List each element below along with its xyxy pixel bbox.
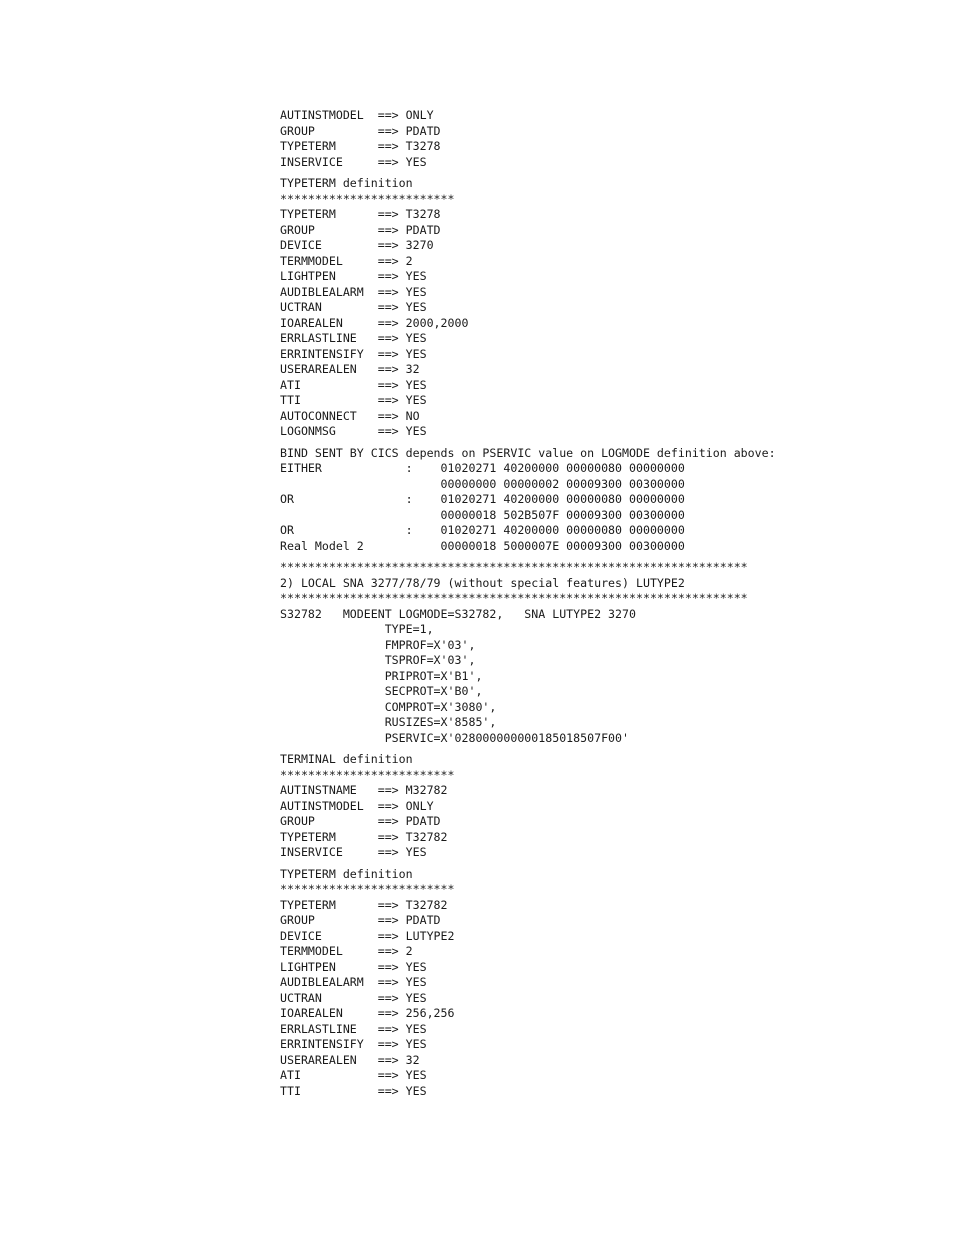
code-line: TYPETERM ==> T3278 [280, 207, 441, 221]
code-line: 00000018 502B507F 00009300 00300000 [280, 507, 685, 522]
code-line: GROUP ==> PDATD [280, 913, 441, 927]
code-line: 2) LOCAL SNA 3277/78/79 (without special features) LUTYPE2 [280, 575, 685, 590]
code-line: S32782 MODEENT LOGMODE=S32782, SNA LUTYPE2 3270 [280, 606, 636, 621]
code-line: TYPE=1, [280, 622, 434, 636]
code-line: AUTINSTNAME ==> M32782 [280, 783, 448, 797]
code-line: DEVICE ==> 3270 [280, 238, 434, 252]
code-line: ATI ==> YES [280, 1068, 427, 1082]
code-line: DEVICE ==> LUTYPE2 [280, 928, 455, 943]
code-line: INSERVICE ==> YES [280, 845, 427, 859]
code-line: AUTOCONNECT ==> NO [280, 408, 420, 423]
code-line: GROUP ==> PDATD [280, 814, 441, 828]
terminal-def-2-block [280, 752, 900, 861]
code-line: USERAREALEN ==> 32 [280, 362, 420, 376]
code-line: TSPROF=X'03', [280, 653, 476, 667]
code-line: ERRLASTLINE ==> YES [280, 331, 427, 345]
code-line: TTI ==> YES [280, 1083, 427, 1098]
code-line: ******************************************************************* [280, 591, 748, 605]
code-line: INSERVICE ==> YES [280, 154, 427, 169]
code-line: TERMMODEL ==> 2 [280, 944, 413, 958]
code-line: TYPETERM ==> T3278 [280, 139, 441, 153]
code-line: LOGONMSG ==> YES [280, 424, 427, 438]
code-line: IOAREALEN ==> 256,256 [280, 1006, 455, 1020]
code-line: RUSIZES=X'8585', [280, 715, 497, 729]
code-line: EITHER : 01020271 40200000 00000080 00000000 [280, 461, 685, 475]
code-line: TYPETERM ==> T32782 [280, 897, 448, 912]
code-line: ******************************************************************* [280, 560, 748, 574]
code-line: UCTRAN ==> YES [280, 990, 427, 1005]
code-line: FMPROF=X'03', [280, 637, 476, 652]
code-line: LIGHTPEN ==> YES [280, 959, 427, 974]
code-line: AUTINSTMODEL ==> ONLY [280, 798, 434, 813]
code-line: TERMINAL definition [280, 752, 413, 766]
code-line: TERMMODEL ==> 2 [280, 253, 413, 268]
code-line: BIND SENT BY CICS depends on PSERVIC value on LOGMODE definition above: [280, 445, 776, 460]
modeent-s32782-block [280, 607, 900, 747]
code-line: COMPROT=X'3080', [280, 699, 497, 714]
terminal-def-1-tail-block [280, 108, 900, 170]
code-line: AUTINSTMODEL ==> ONLY [280, 108, 434, 122]
code-line: TTI ==> YES [280, 393, 427, 407]
code-line: PSERVIC=X'028000000000185018507F00' [280, 730, 630, 745]
code-line: ATI ==> YES [280, 377, 427, 392]
code-line: PRIPROT=X'B1', [280, 668, 483, 683]
code-line: ************************* [280, 882, 455, 896]
code-line: TYPETERM ==> T32782 [280, 829, 448, 844]
code-line: UCTRAN ==> YES [280, 300, 427, 314]
typeterm-def-2-block [280, 867, 900, 1100]
code-line: ************************* [280, 767, 455, 782]
code-line: 00000000 00000002 00009300 00300000 [280, 476, 685, 491]
code-line: USERAREALEN ==> 32 [280, 1052, 420, 1067]
code-line: AUDIBLEALARM ==> YES [280, 284, 427, 299]
code-line: SECPROT=X'B0', [280, 684, 483, 698]
typeterm-def-1-block [280, 176, 900, 440]
section-2-banner-block [280, 560, 900, 607]
code-line: Real Model 2 00000018 5000007E 00009300 00300000 [280, 538, 685, 553]
code-line: TYPETERM definition [280, 176, 413, 190]
code-line: GROUP ==> PDATD [280, 123, 441, 138]
code-line: AUDIBLEALARM ==> YES [280, 975, 427, 989]
code-line: IOAREALEN ==> 2000,2000 [280, 315, 469, 330]
code-line: OR : 01020271 40200000 00000080 00000000 [280, 523, 685, 537]
code-line: ERRINTENSIFY ==> YES [280, 1037, 427, 1051]
code-line: OR : 01020271 40200000 00000080 00000000 [280, 492, 685, 506]
code-listing [280, 108, 900, 1105]
code-line: TYPETERM definition [280, 866, 413, 881]
bind-sent-by-cics-block [280, 446, 900, 555]
code-line: ************************* [280, 191, 455, 206]
code-line: GROUP ==> PDATD [280, 222, 441, 237]
code-line: LIGHTPEN ==> YES [280, 269, 427, 283]
code-line: ERRLASTLINE ==> YES [280, 1021, 427, 1036]
code-line: ERRINTENSIFY ==> YES [280, 346, 427, 361]
